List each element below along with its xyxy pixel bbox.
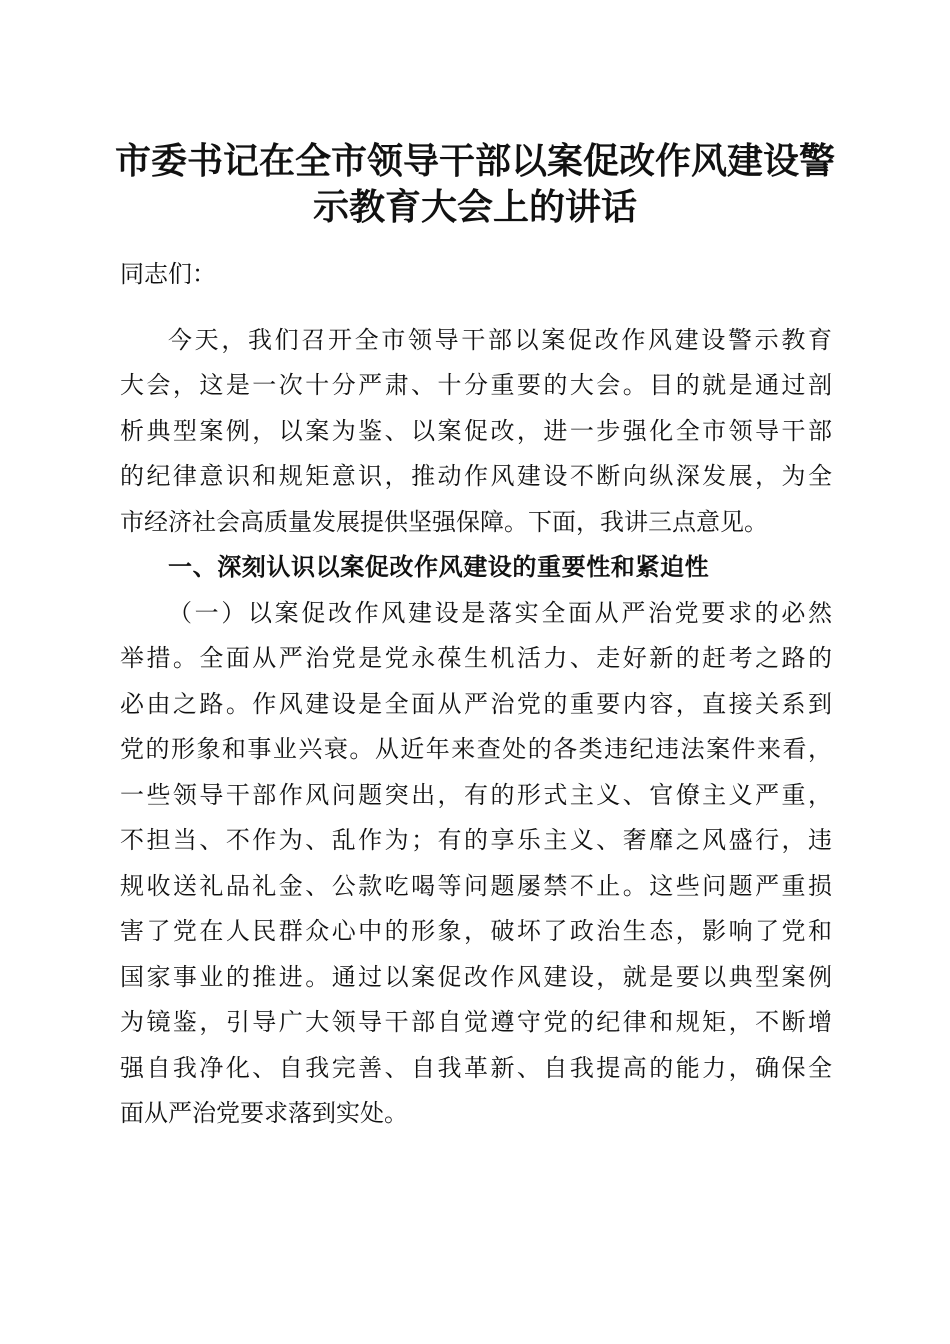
section-heading: 一、深刻认识以案促改作风建设的重要性和紧迫性 [168,553,710,581]
title-line: 市委书记在全市领导干部以案促改作风建设警 [114,140,835,182]
paragraph-line: 必由之路。作风建设是全面从严治党的重要内容，直接关系到 [120,689,832,718]
intro-paragraph [120,318,832,546]
document-body [120,252,832,1137]
paragraph-line: 为镜鉴，引导广大领导干部自觉遵守党的纪律和规矩，不断增 [120,1008,832,1036]
paragraph-line: 市经济社会高质量发展提供坚强保障。下面，我讲三点意见。 [120,507,768,536]
paragraph-line: 今天，我们召开全市领导干部以案促改作风建设警示教育 [168,325,832,354]
section1-paragraph [120,591,832,1137]
paragraph-line: （一）以案促改作风建设是落实全面从严治党要求的必然 [168,598,832,627]
paragraph-line: 党的形象和事业兴衰。从近年来查处的各类违纪违法案件来看， [120,735,832,763]
paragraph-line: 大会，这是一次十分严肃、十分重要的大会。目的就是通过剖 [120,371,832,399]
paragraph-line: 面从严治党要求落到实处。 [120,1099,408,1127]
salutation: 同志们： [120,260,216,288]
paragraph-line: 的纪律意识和规矩意识，推动作风建设不断向纵深发展，为全 [120,462,832,490]
paragraph-line: 一些领导干部作风问题突出，有的形式主义、官僚主义严重， [120,780,832,809]
paragraph-line: 规收送礼品礼金、公款吃喝等问题屡禁不止。这些问题严重损 [120,871,832,900]
document-title [110,138,840,230]
paragraph-line: 害了党在人民群众心中的形象，破坏了政治生态，影响了党和 [120,917,832,945]
paragraph-line: 强自我净化、自我完善、自我革新、自我提高的能力，确保全 [120,1053,832,1082]
title-line: 示教育大会上的讲话 [312,186,637,228]
paragraph-line: 不担当、不作为、乱作为；有的享乐主义、奢靡之风盛行，违 [120,826,832,854]
paragraph-line: 举措。全面从严治党是党永葆生机活力、走好新的赶考之路的 [120,644,832,672]
paragraph-line: 析典型案例，以案为鉴、以案促改，进一步强化全市领导干部 [120,416,832,445]
paragraph-line: 国家事业的推进。通过以案促改作风建设，就是要以典型案例 [120,962,832,991]
